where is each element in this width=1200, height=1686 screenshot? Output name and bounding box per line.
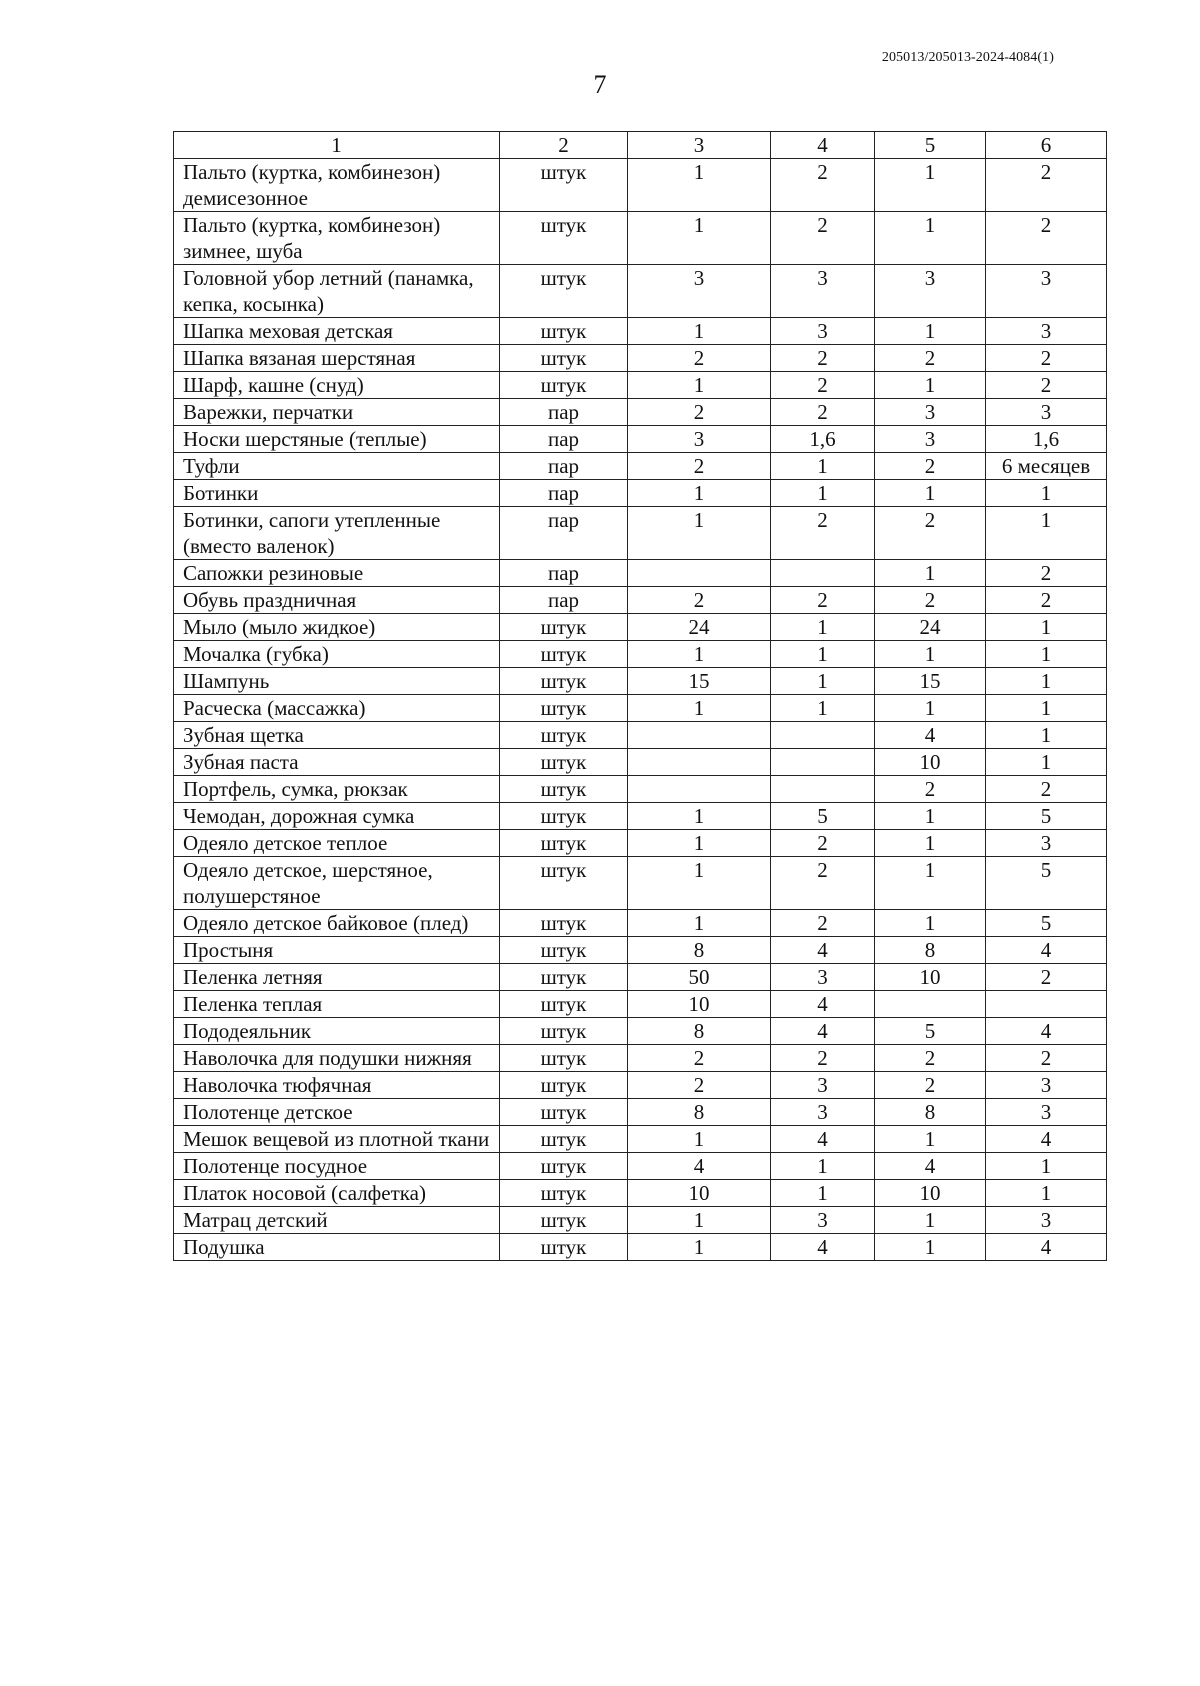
col-4-value-cell: 2 (771, 345, 875, 372)
col-4-value-cell (771, 749, 875, 776)
item-name-cell: Шампунь (174, 668, 500, 695)
col-4-value-cell: 2 (771, 910, 875, 937)
col-5-value-cell: 2 (875, 1072, 986, 1099)
unit-cell: штук (500, 159, 628, 212)
col-5-value-cell: 1 (875, 1207, 986, 1234)
col-4-value-cell: 5 (771, 803, 875, 830)
col-6-value-cell: 4 (986, 1018, 1107, 1045)
column-header-2: 2 (500, 132, 628, 159)
table-row (174, 159, 1107, 212)
col-5-value-cell: 1 (875, 560, 986, 587)
col-3-value-cell: 50 (628, 964, 771, 991)
col-6-value-cell: 1 (986, 614, 1107, 641)
unit-cell: штук (500, 668, 628, 695)
col-6-value-cell: 1 (986, 695, 1107, 722)
col-6-value-cell (986, 991, 1107, 1018)
item-name-cell: Обувь праздничная (174, 587, 500, 614)
table-row (174, 587, 1107, 614)
table-row (174, 722, 1107, 749)
col-6-value-cell: 1,6 (986, 426, 1107, 453)
table-row (174, 507, 1107, 560)
table-row (174, 1072, 1107, 1099)
col-5-value-cell: 8 (875, 937, 986, 964)
col-3-value-cell (628, 776, 771, 803)
item-name-cell: Пеленка летняя (174, 964, 500, 991)
col-4-value-cell (771, 722, 875, 749)
col-5-value-cell: 1 (875, 1234, 986, 1261)
col-5-value-cell: 2 (875, 345, 986, 372)
column-header-1: 1 (174, 132, 500, 159)
col-6-value-cell: 1 (986, 1153, 1107, 1180)
col-4-value-cell: 1 (771, 453, 875, 480)
table-row (174, 265, 1107, 318)
item-name-cell: Варежки, перчатки (174, 399, 500, 426)
col-5-value-cell: 1 (875, 159, 986, 212)
col-4-value-cell: 1 (771, 1180, 875, 1207)
col-6-value-cell: 5 (986, 803, 1107, 830)
col-5-value-cell: 1 (875, 372, 986, 399)
table-row (174, 453, 1107, 480)
unit-cell: штук (500, 857, 628, 910)
col-3-value-cell: 1 (628, 695, 771, 722)
col-5-value-cell: 1 (875, 212, 986, 265)
item-name-cell: Головной убор летний (панамка, кепка, косынка) (174, 265, 500, 318)
col-4-value-cell: 3 (771, 265, 875, 318)
col-5-value-cell: 1 (875, 857, 986, 910)
col-4-value-cell: 2 (771, 830, 875, 857)
item-name-cell: Мочалка (губка) (174, 641, 500, 668)
col-3-value-cell: 1 (628, 910, 771, 937)
col-6-value-cell: 5 (986, 910, 1107, 937)
col-3-value-cell: 1 (628, 1234, 771, 1261)
col-3-value-cell: 2 (628, 1045, 771, 1072)
col-3-value-cell: 24 (628, 614, 771, 641)
col-3-value-cell: 1 (628, 372, 771, 399)
table-row (174, 426, 1107, 453)
unit-cell: пар (500, 587, 628, 614)
table-row (174, 560, 1107, 587)
col-3-value-cell: 3 (628, 426, 771, 453)
col-4-value-cell: 4 (771, 937, 875, 964)
col-6-value-cell: 3 (986, 265, 1107, 318)
column-header-5: 5 (875, 132, 986, 159)
col-4-value-cell: 2 (771, 857, 875, 910)
item-name-cell: Сапожки резиновые (174, 560, 500, 587)
table-row (174, 372, 1107, 399)
col-3-value-cell: 10 (628, 1180, 771, 1207)
table-row (174, 1207, 1107, 1234)
table-row (174, 776, 1107, 803)
table-row (174, 480, 1107, 507)
table-row (174, 1126, 1107, 1153)
col-5-value-cell: 2 (875, 776, 986, 803)
item-name-cell: Платок носовой (салфетка) (174, 1180, 500, 1207)
col-4-value-cell: 1 (771, 668, 875, 695)
col-3-value-cell: 1 (628, 507, 771, 560)
col-4-value-cell: 1,6 (771, 426, 875, 453)
item-name-cell: Ботинки (174, 480, 500, 507)
col-6-value-cell: 2 (986, 964, 1107, 991)
col-3-value-cell (628, 749, 771, 776)
item-name-cell: Шапка меховая детская (174, 318, 500, 345)
table-row (174, 614, 1107, 641)
col-5-value-cell: 3 (875, 426, 986, 453)
col-5-value-cell: 4 (875, 1153, 986, 1180)
col-3-value-cell: 1 (628, 1207, 771, 1234)
table-row (174, 910, 1107, 937)
item-name-cell: Пододеяльник (174, 1018, 500, 1045)
item-name-cell: Мыло (мыло жидкое) (174, 614, 500, 641)
col-5-value-cell: 1 (875, 803, 986, 830)
col-5-value-cell: 1 (875, 1126, 986, 1153)
unit-cell: штук (500, 1153, 628, 1180)
col-3-value-cell: 1 (628, 857, 771, 910)
col-6-value-cell: 1 (986, 1180, 1107, 1207)
col-3-value-cell: 1 (628, 830, 771, 857)
unit-cell: штук (500, 803, 628, 830)
unit-cell: штук (500, 1018, 628, 1045)
col-6-value-cell: 1 (986, 749, 1107, 776)
col-4-value-cell: 2 (771, 587, 875, 614)
unit-cell: штук (500, 614, 628, 641)
col-4-value-cell: 1 (771, 614, 875, 641)
table-body (174, 159, 1107, 1261)
col-4-value-cell: 2 (771, 159, 875, 212)
unit-cell: пар (500, 480, 628, 507)
col-6-value-cell: 3 (986, 1099, 1107, 1126)
col-6-value-cell: 3 (986, 1207, 1107, 1234)
unit-cell: штук (500, 749, 628, 776)
item-name-cell: Портфель, сумка, рюкзак (174, 776, 500, 803)
table-row (174, 399, 1107, 426)
unit-cell: пар (500, 507, 628, 560)
table-row (174, 695, 1107, 722)
col-5-value-cell: 1 (875, 480, 986, 507)
col-5-value-cell: 5 (875, 1018, 986, 1045)
col-4-value-cell: 2 (771, 399, 875, 426)
item-name-cell: Носки шерстяные (теплые) (174, 426, 500, 453)
items-table (173, 131, 1107, 1261)
unit-cell: пар (500, 426, 628, 453)
col-6-value-cell: 1 (986, 480, 1107, 507)
col-6-value-cell: 3 (986, 318, 1107, 345)
col-3-value-cell: 10 (628, 991, 771, 1018)
item-name-cell: Мешок вещевой из плотной ткани (174, 1126, 500, 1153)
document-id: 205013/205013-2024-4084(1) (881, 50, 1054, 65)
col-5-value-cell: 24 (875, 614, 986, 641)
col-6-value-cell: 2 (986, 1045, 1107, 1072)
col-5-value-cell: 2 (875, 587, 986, 614)
item-name-cell: Ботинки, сапоги утепленные (вместо валенок) (174, 507, 500, 560)
col-4-value-cell: 3 (771, 1099, 875, 1126)
col-5-value-cell: 1 (875, 318, 986, 345)
unit-cell: штук (500, 722, 628, 749)
item-name-cell: Матрац детский (174, 1207, 500, 1234)
col-4-value-cell: 4 (771, 1018, 875, 1045)
table-header (174, 132, 1107, 159)
unit-cell: пар (500, 399, 628, 426)
unit-cell: штук (500, 830, 628, 857)
col-6-value-cell: 2 (986, 560, 1107, 587)
unit-cell: штук (500, 776, 628, 803)
col-3-value-cell: 1 (628, 318, 771, 345)
col-6-value-cell: 6 месяцев (986, 453, 1107, 480)
table-row (174, 668, 1107, 695)
col-5-value-cell: 2 (875, 453, 986, 480)
col-3-value-cell: 15 (628, 668, 771, 695)
col-5-value-cell: 10 (875, 749, 986, 776)
table-row (174, 1099, 1107, 1126)
col-4-value-cell: 2 (771, 507, 875, 560)
table-row (174, 1018, 1107, 1045)
unit-cell: штук (500, 937, 628, 964)
item-name-cell: Зубная щетка (174, 722, 500, 749)
unit-cell: штук (500, 345, 628, 372)
col-5-value-cell: 3 (875, 399, 986, 426)
col-5-value-cell: 1 (875, 641, 986, 668)
col-6-value-cell: 4 (986, 1234, 1107, 1261)
col-4-value-cell: 4 (771, 1234, 875, 1261)
col-5-value-cell: 10 (875, 1180, 986, 1207)
unit-cell: штук (500, 1045, 628, 1072)
table-row (174, 345, 1107, 372)
item-name-cell: Чемодан, дорожная сумка (174, 803, 500, 830)
column-header-4: 4 (771, 132, 875, 159)
col-5-value-cell: 1 (875, 910, 986, 937)
unit-cell: штук (500, 910, 628, 937)
col-4-value-cell (771, 560, 875, 587)
col-6-value-cell: 4 (986, 937, 1107, 964)
column-header-6: 6 (986, 132, 1107, 159)
unit-cell: штук (500, 1180, 628, 1207)
col-6-value-cell: 1 (986, 722, 1107, 749)
col-4-value-cell: 1 (771, 1153, 875, 1180)
item-name-cell: Расческа (массажка) (174, 695, 500, 722)
col-6-value-cell: 2 (986, 776, 1107, 803)
col-5-value-cell: 10 (875, 964, 986, 991)
table-row (174, 1045, 1107, 1072)
header-row (174, 132, 1107, 159)
unit-cell: штук (500, 641, 628, 668)
item-name-cell: Полотенце детское (174, 1099, 500, 1126)
table-row (174, 1180, 1107, 1207)
unit-cell: штук (500, 1072, 628, 1099)
col-3-value-cell: 1 (628, 480, 771, 507)
col-5-value-cell: 15 (875, 668, 986, 695)
item-name-cell: Пеленка теплая (174, 991, 500, 1018)
col-3-value-cell: 2 (628, 1072, 771, 1099)
col-6-value-cell: 4 (986, 1126, 1107, 1153)
item-name-cell: Подушка (174, 1234, 500, 1261)
col-4-value-cell: 4 (771, 991, 875, 1018)
col-6-value-cell: 2 (986, 212, 1107, 265)
column-header-3: 3 (628, 132, 771, 159)
unit-cell: штук (500, 265, 628, 318)
item-name-cell: Пальто (куртка, комбинезон) зимнее, шуба (174, 212, 500, 265)
col-5-value-cell (875, 991, 986, 1018)
col-4-value-cell: 1 (771, 695, 875, 722)
col-3-value-cell: 1 (628, 803, 771, 830)
col-5-value-cell: 8 (875, 1099, 986, 1126)
table-row (174, 803, 1107, 830)
unit-cell: штук (500, 964, 628, 991)
col-5-value-cell: 1 (875, 830, 986, 857)
col-6-value-cell: 2 (986, 587, 1107, 614)
item-name-cell: Простыня (174, 937, 500, 964)
col-4-value-cell: 1 (771, 480, 875, 507)
unit-cell: штук (500, 695, 628, 722)
item-name-cell: Наволочка тюфячная (174, 1072, 500, 1099)
table-row (174, 964, 1107, 991)
col-5-value-cell: 2 (875, 507, 986, 560)
unit-cell: штук (500, 991, 628, 1018)
unit-cell: штук (500, 1099, 628, 1126)
col-6-value-cell: 2 (986, 345, 1107, 372)
col-3-value-cell: 2 (628, 399, 771, 426)
unit-cell: штук (500, 318, 628, 345)
table-row (174, 318, 1107, 345)
col-6-value-cell: 5 (986, 857, 1107, 910)
unit-cell: штук (500, 212, 628, 265)
col-5-value-cell: 2 (875, 1045, 986, 1072)
col-6-value-cell: 3 (986, 1072, 1107, 1099)
table-row (174, 1234, 1107, 1261)
item-name-cell: Туфли (174, 453, 500, 480)
table-row (174, 641, 1107, 668)
col-3-value-cell: 8 (628, 1018, 771, 1045)
col-3-value-cell: 1 (628, 212, 771, 265)
col-3-value-cell (628, 722, 771, 749)
col-4-value-cell: 3 (771, 964, 875, 991)
col-6-value-cell: 1 (986, 668, 1107, 695)
item-name-cell: Наволочка для подушки нижняя (174, 1045, 500, 1072)
col-6-value-cell: 3 (986, 399, 1107, 426)
item-name-cell: Одеяло детское, шерстяное, полушерстяное (174, 857, 500, 910)
col-6-value-cell: 1 (986, 641, 1107, 668)
table-row (174, 937, 1107, 964)
table-row (174, 830, 1107, 857)
table-row (174, 212, 1107, 265)
col-4-value-cell (771, 776, 875, 803)
col-5-value-cell: 1 (875, 695, 986, 722)
item-name-cell: Одеяло детское байковое (плед) (174, 910, 500, 937)
col-3-value-cell: 2 (628, 587, 771, 614)
col-4-value-cell: 3 (771, 318, 875, 345)
col-3-value-cell (628, 560, 771, 587)
col-4-value-cell: 1 (771, 641, 875, 668)
table-row (174, 1153, 1107, 1180)
unit-cell: штук (500, 372, 628, 399)
item-name-cell: Зубная паста (174, 749, 500, 776)
col-6-value-cell: 2 (986, 372, 1107, 399)
table-row (174, 749, 1107, 776)
col-3-value-cell: 8 (628, 1099, 771, 1126)
page-number: 7 (593, 70, 607, 99)
table-row (174, 991, 1107, 1018)
col-3-value-cell: 3 (628, 265, 771, 318)
col-4-value-cell: 3 (771, 1207, 875, 1234)
item-name-cell: Пальто (куртка, комбинезон) демисезонное (174, 159, 500, 212)
col-6-value-cell: 3 (986, 830, 1107, 857)
col-6-value-cell: 1 (986, 507, 1107, 560)
unit-cell: штук (500, 1126, 628, 1153)
col-3-value-cell: 4 (628, 1153, 771, 1180)
table-row (174, 857, 1107, 910)
col-3-value-cell: 2 (628, 453, 771, 480)
item-name-cell: Одеяло детское теплое (174, 830, 500, 857)
col-4-value-cell: 2 (771, 212, 875, 265)
item-name-cell: Шапка вязаная шерстяная (174, 345, 500, 372)
col-4-value-cell: 3 (771, 1072, 875, 1099)
col-4-value-cell: 2 (771, 1045, 875, 1072)
item-name-cell: Шарф, кашне (снуд) (174, 372, 500, 399)
item-name-cell: Полотенце посудное (174, 1153, 500, 1180)
col-3-value-cell: 2 (628, 345, 771, 372)
unit-cell: пар (500, 453, 628, 480)
col-3-value-cell: 1 (628, 641, 771, 668)
col-3-value-cell: 1 (628, 1126, 771, 1153)
unit-cell: штук (500, 1207, 628, 1234)
col-5-value-cell: 3 (875, 265, 986, 318)
col-6-value-cell: 2 (986, 159, 1107, 212)
unit-cell: пар (500, 560, 628, 587)
col-3-value-cell: 1 (628, 159, 771, 212)
col-3-value-cell: 8 (628, 937, 771, 964)
col-4-value-cell: 4 (771, 1126, 875, 1153)
col-4-value-cell: 2 (771, 372, 875, 399)
unit-cell: штук (500, 1234, 628, 1261)
col-5-value-cell: 4 (875, 722, 986, 749)
